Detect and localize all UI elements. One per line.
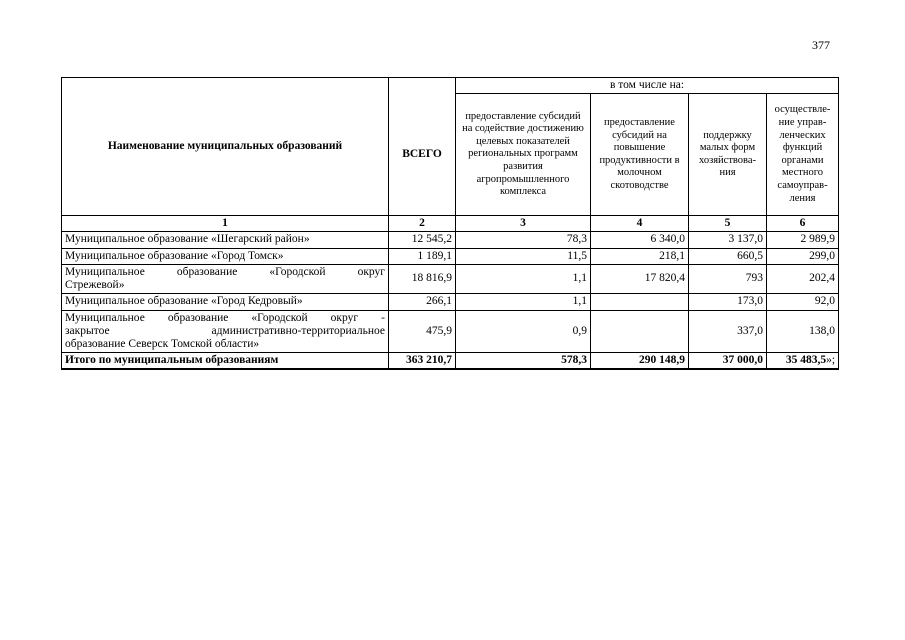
table-row [62, 264, 839, 293]
table-row [62, 294, 839, 310]
row-c6: 138,0 [767, 310, 839, 353]
row-total: 12 545,2 [389, 232, 456, 248]
total-row [62, 353, 839, 370]
row-name-line: Муниципальное образование «Городской округ [65, 265, 385, 278]
row-total: 18 816,9 [389, 264, 456, 293]
header-col4: предоставление субсидий на повышение продуктивности в молочном скотоводстве [591, 94, 689, 216]
row-c6: 299,0 [767, 248, 839, 264]
colnum: 4 [591, 216, 689, 232]
row-name: Муниципальное образование «Город Кедровый» [62, 294, 389, 310]
row-name-line: Муниципальное образование «Городской округ - [65, 311, 385, 324]
colnum: 6 [767, 216, 839, 232]
row-total: 1 189,1 [389, 248, 456, 264]
header-total: ВСЕГО [389, 94, 456, 216]
row-c5: 173,0 [689, 294, 767, 310]
total-name: Итого по муниципальным образованиям [62, 353, 389, 370]
row-c6: 92,0 [767, 294, 839, 310]
row-name-line: образование Северск Томской области» [65, 337, 260, 350]
table-row [62, 232, 839, 248]
row-c5: 660,5 [689, 248, 767, 264]
row-c3: 1,1 [456, 294, 591, 310]
row-c4: 218,1 [591, 248, 689, 264]
row-c4 [591, 294, 689, 310]
row-c4: 6 340,0 [591, 232, 689, 248]
colnum: 3 [456, 216, 591, 232]
total-c6 [767, 353, 839, 370]
row-c4: 17 820,4 [591, 264, 689, 293]
row-total: 266,1 [389, 294, 456, 310]
row-c3: 78,3 [456, 232, 591, 248]
header-col5: поддержку малых форм хозяйствова-ния [689, 94, 767, 216]
row-c4 [591, 310, 689, 353]
row-name-line: Стрежевой» [65, 279, 125, 292]
row-c6: 202,4 [767, 264, 839, 293]
table-row [62, 310, 839, 353]
total-c4: 290 148,9 [591, 353, 689, 370]
total-c6-value: 35 483,5 [785, 354, 827, 367]
row-c6: 2 989,9 [767, 232, 839, 248]
colnum: 5 [689, 216, 767, 232]
row-name [62, 310, 389, 353]
column-numbers-row [62, 216, 839, 232]
row-name [62, 264, 389, 293]
subsidy-table [61, 77, 839, 370]
table-row [62, 248, 839, 264]
row-c3: 0,9 [456, 310, 591, 353]
row-c5: 337,0 [689, 310, 767, 353]
header-name: Наименование муниципальных образований [62, 78, 389, 216]
row-total: 475,9 [389, 310, 456, 353]
total-suffix: »; [826, 354, 836, 367]
header-col6: осуществле-ние управ-ленческих функций органами местного самоуправ-ления [767, 94, 839, 216]
total-total: 363 210,7 [389, 353, 456, 370]
row-c3: 1,1 [456, 264, 591, 293]
colnum: 1 [62, 216, 389, 232]
total-c5: 37 000,0 [689, 353, 767, 370]
row-name: Муниципальное образование «Город Томск» [62, 248, 389, 264]
colnum: 2 [389, 216, 456, 232]
total-c3: 578,3 [456, 353, 591, 370]
row-name-line: закрытое административно-территориальное [65, 324, 385, 337]
row-c5: 793 [689, 264, 767, 293]
row-c3: 11,5 [456, 248, 591, 264]
row-name: Муниципальное образование «Шегарский район» [62, 232, 389, 248]
page-number: 377 [812, 38, 830, 52]
row-c5: 3 137,0 [689, 232, 767, 248]
header-including: в том числе на: [456, 78, 839, 94]
header-col3: предоставление субсидий на содействие достижению целевых показателей региональных программ развития агропромышленного комплекса [456, 94, 591, 216]
